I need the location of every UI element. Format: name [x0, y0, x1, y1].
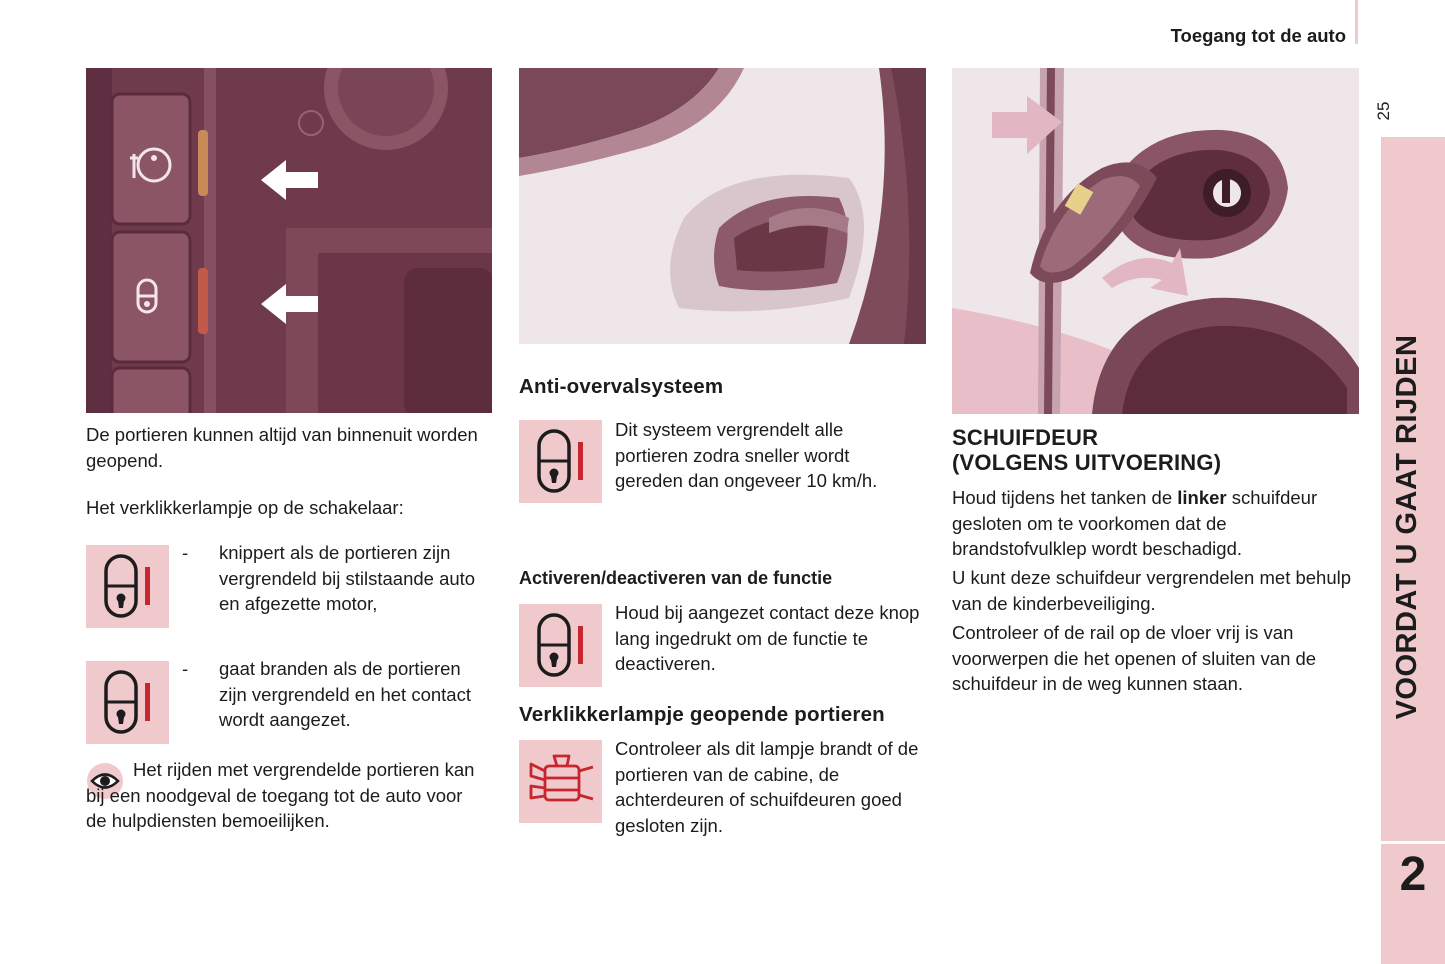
- anti-theft-text: Dit systeem vergrendelt alle portieren zodra sneller wordt gereden dan ongeveer 10 km/h.: [615, 419, 878, 491]
- page-number: 25: [1374, 101, 1393, 121]
- indicator-label: Het verklikkerlampje op de schakelaar:: [86, 497, 404, 518]
- bullet-dash: -: [182, 658, 189, 679]
- open-doors-icon: [519, 740, 602, 823]
- door-handle-illustration: [519, 68, 926, 344]
- sliding-door-para1: [952, 485, 1362, 562]
- sliding-door-para2: U kunt deze schuifdeur vergrendelen met behulp van de kinderbeveiliging.: [952, 567, 1352, 614]
- bullet-dash: -: [182, 542, 189, 563]
- lock-indicator-icon: [86, 545, 169, 628]
- sliding-door-para3: Controleer of de rail op de vloer vrij is van voorwerpen die het openen of sluiten van de schuifdeur in de weg kunnen staan.: [952, 622, 1317, 694]
- intro-text: De portieren kunnen altijd van binnenuit worden geopend.: [86, 424, 478, 471]
- sliding-door-title-line1: SCHUIFDEUR: [952, 425, 1099, 450]
- chapter-title: VOORDAT U GAAT RIJDEN: [1391, 334, 1423, 720]
- chapter-tab: [1381, 137, 1445, 964]
- doors-open-title: Verklikkerlampje geopende portieren: [519, 703, 885, 726]
- doors-open-text: Controleer als dit lampje brandt of de portieren van de cabine, de achterdeuren of schuifdeuren goed gesloten zijn.: [615, 738, 919, 836]
- bullet-text-on: gaat branden als de portieren zijn vergrendeld en het contact wordt aangezet.: [219, 658, 471, 730]
- anti-theft-title: Anti-overvalsysteem: [519, 375, 724, 398]
- header-rule: [1355, 0, 1358, 44]
- chapter-divider: [1381, 841, 1445, 844]
- lock-indicator-icon: [86, 661, 169, 744]
- warning-text: Het rijden met vergrendelde portieren kan bij een noodgeval de toegang tot de auto voor de hulpdiensten bemoeilijken.: [86, 759, 475, 831]
- chapter-number: 2: [1399, 848, 1427, 901]
- bullet-text-blinking: knippert als de portieren zijn vergrendeld bij stilstaande auto en afgezette motor,: [219, 542, 476, 614]
- sliding-door-title: [952, 425, 1221, 475]
- para1-bold: linker: [1177, 487, 1227, 508]
- para1-after: schuifdeur gesloten om te voorkomen dat de brandstofvulklep wordt beschadigd.: [952, 487, 1318, 559]
- lock-indicator-icon: [519, 420, 602, 503]
- para1-before: Houd tijdens het tanken de: [952, 487, 1178, 508]
- lock-indicator-icon: [519, 604, 602, 687]
- running-header: Toegang tot de auto: [1170, 25, 1346, 46]
- lock-switch-illustration: [86, 68, 492, 413]
- fuel-flap-illustration: [952, 68, 1359, 414]
- activate-text: Houd bij aangezet contact deze knop lang ingedrukt om de functie te deactiveren.: [615, 602, 920, 674]
- activate-title: Activeren/deactiveren van de functie: [519, 568, 833, 588]
- sliding-door-title-line2: (VOLGENS UITVOERING): [952, 450, 1222, 475]
